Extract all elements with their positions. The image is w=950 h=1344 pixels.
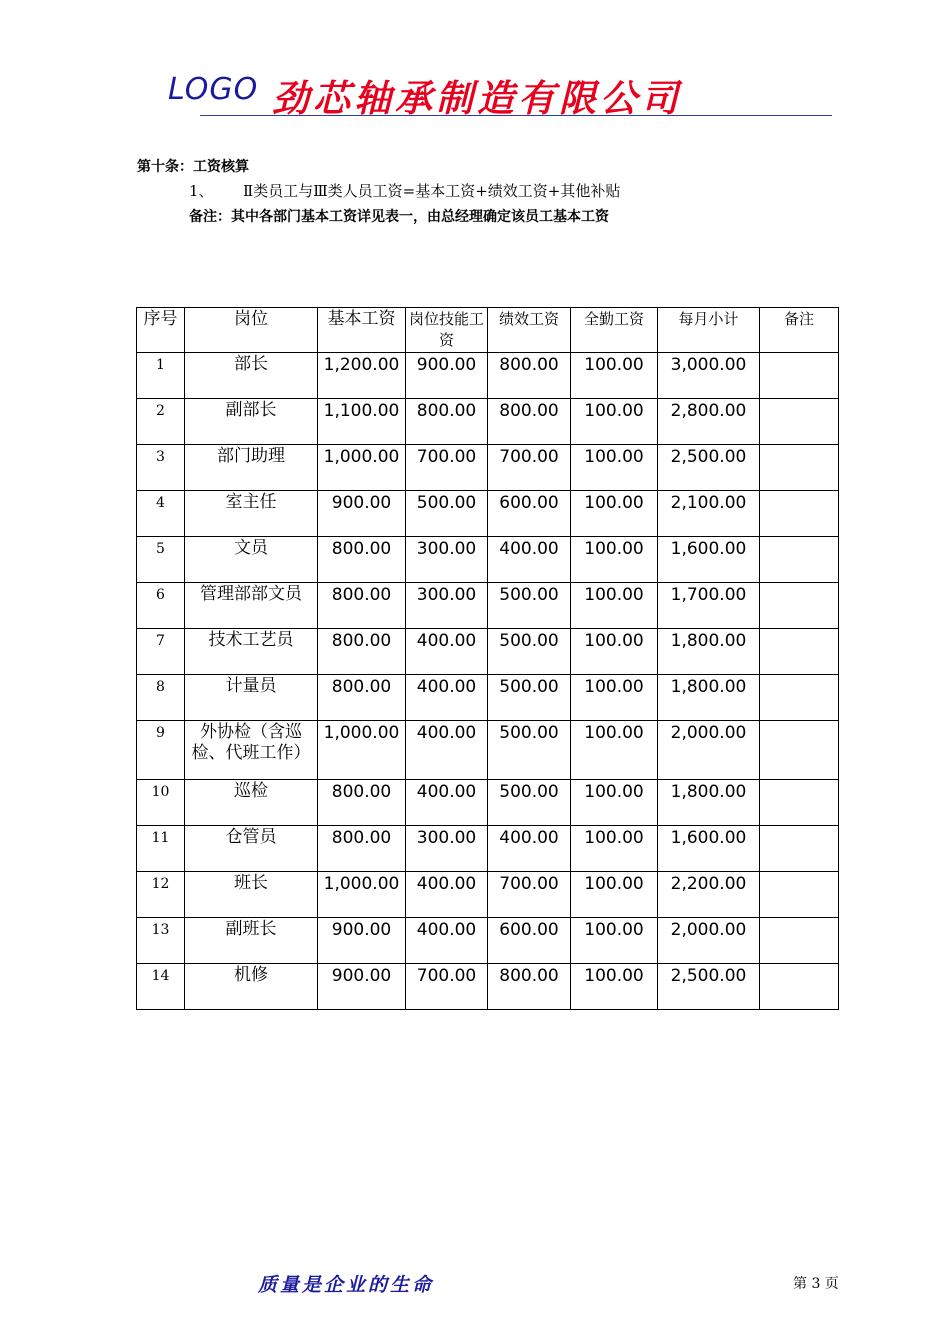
header-divider — [200, 115, 832, 116]
section-note: 备注：其中各部门基本工资详见表一，由总经理确定该员工基本工资 — [189, 209, 609, 225]
cell-perf: 500.00 — [488, 583, 571, 629]
table-row — [137, 872, 839, 918]
cell-no: 6 — [137, 583, 185, 629]
cell-no: 7 — [137, 629, 185, 675]
header-cell: 序号 — [137, 308, 185, 353]
cell-base: 800.00 — [318, 826, 406, 872]
cell-post: 部长 — [185, 353, 318, 399]
cell-perf: 400.00 — [488, 537, 571, 583]
cell-no: 8 — [137, 675, 185, 721]
cell-skill: 400.00 — [406, 918, 488, 964]
cell-remark — [760, 491, 839, 537]
cell-total: 1,800.00 — [658, 629, 760, 675]
table-row — [137, 445, 839, 491]
logo: LOGO — [168, 72, 259, 107]
table-row — [137, 537, 839, 583]
cell-skill: 400.00 — [406, 780, 488, 826]
cell-post: 室主任 — [185, 491, 318, 537]
company-name: 劲芯轴承制造有限公司 — [272, 77, 682, 120]
cell-attend: 100.00 — [571, 675, 658, 721]
formula-item — [189, 180, 620, 201]
cell-remark — [760, 721, 839, 780]
cell-attend: 100.00 — [571, 629, 658, 675]
cell-base: 1,000.00 — [318, 721, 406, 780]
cell-attend: 100.00 — [571, 964, 658, 1010]
cell-remark — [760, 537, 839, 583]
cell-total: 3,000.00 — [658, 353, 760, 399]
cell-post: 仓管员 — [185, 826, 318, 872]
table-header-row — [137, 308, 839, 353]
cell-total: 2,800.00 — [658, 399, 760, 445]
cell-attend: 100.00 — [571, 583, 658, 629]
header-cell: 岗位 — [185, 308, 318, 353]
page-number: 第 3 页 — [793, 1276, 839, 1292]
cell-skill: 400.00 — [406, 629, 488, 675]
table-row — [137, 491, 839, 537]
cell-base: 900.00 — [318, 964, 406, 1010]
item-text: Ⅱ类员工与Ⅲ类人员工资=基本工资+绩效工资+其他补贴 — [243, 182, 621, 200]
cell-total: 2,000.00 — [658, 721, 760, 780]
cell-no: 5 — [137, 537, 185, 583]
cell-base: 800.00 — [318, 780, 406, 826]
cell-base: 900.00 — [318, 491, 406, 537]
cell-base: 800.00 — [318, 583, 406, 629]
table-row — [137, 583, 839, 629]
header-cell: 基本工资 — [318, 308, 406, 353]
cell-base: 800.00 — [318, 537, 406, 583]
cell-post: 副班长 — [185, 918, 318, 964]
cell-no: 12 — [137, 872, 185, 918]
cell-remark — [760, 964, 839, 1010]
table-row — [137, 918, 839, 964]
cell-no: 9 — [137, 721, 185, 780]
table-row — [137, 964, 839, 1010]
cell-remark — [760, 675, 839, 721]
footer-slogan: 质量是企业的生命 — [258, 1274, 435, 1296]
page-header — [168, 66, 868, 120]
cell-total: 1,700.00 — [658, 583, 760, 629]
cell-post: 部门助理 — [185, 445, 318, 491]
cell-total: 2,500.00 — [658, 445, 760, 491]
cell-perf: 500.00 — [488, 721, 571, 780]
cell-attend: 100.00 — [571, 872, 658, 918]
cell-perf: 400.00 — [488, 826, 571, 872]
cell-remark — [760, 583, 839, 629]
header-cell: 绩效工资 — [488, 308, 571, 353]
cell-no: 10 — [137, 780, 185, 826]
cell-perf: 800.00 — [488, 353, 571, 399]
cell-total: 2,000.00 — [658, 918, 760, 964]
cell-total: 2,500.00 — [658, 964, 760, 1010]
table-row — [137, 675, 839, 721]
cell-no: 4 — [137, 491, 185, 537]
cell-base: 1,100.00 — [318, 399, 406, 445]
cell-skill: 400.00 — [406, 872, 488, 918]
table-row — [137, 826, 839, 872]
header-cell: 备注 — [760, 308, 839, 353]
cell-no: 14 — [137, 964, 185, 1010]
cell-remark — [760, 353, 839, 399]
table-row — [137, 399, 839, 445]
cell-attend: 100.00 — [571, 826, 658, 872]
cell-total: 1,800.00 — [658, 675, 760, 721]
item-number: 1、 — [189, 182, 214, 200]
cell-post: 副部长 — [185, 399, 318, 445]
cell-remark — [760, 918, 839, 964]
cell-no: 2 — [137, 399, 185, 445]
cell-skill: 400.00 — [406, 675, 488, 721]
cell-remark — [760, 399, 839, 445]
table-row — [137, 629, 839, 675]
cell-attend: 100.00 — [571, 537, 658, 583]
cell-attend: 100.00 — [571, 445, 658, 491]
cell-skill: 300.00 — [406, 537, 488, 583]
table-row — [137, 353, 839, 399]
cell-remark — [760, 872, 839, 918]
salary-table — [136, 307, 839, 1010]
cell-post: 文员 — [185, 537, 318, 583]
cell-total: 1,800.00 — [658, 780, 760, 826]
cell-skill: 700.00 — [406, 445, 488, 491]
cell-attend: 100.00 — [571, 399, 658, 445]
cell-attend: 100.00 — [571, 721, 658, 780]
cell-perf: 700.00 — [488, 445, 571, 491]
cell-skill: 900.00 — [406, 353, 488, 399]
cell-remark — [760, 445, 839, 491]
cell-perf: 600.00 — [488, 918, 571, 964]
cell-perf: 700.00 — [488, 872, 571, 918]
cell-base: 1,000.00 — [318, 872, 406, 918]
cell-perf: 500.00 — [488, 675, 571, 721]
cell-post: 管理部部文员 — [185, 583, 318, 629]
cell-skill: 400.00 — [406, 721, 488, 780]
cell-remark — [760, 780, 839, 826]
cell-perf: 600.00 — [488, 491, 571, 537]
cell-base: 1,200.00 — [318, 353, 406, 399]
cell-skill: 300.00 — [406, 826, 488, 872]
cell-post: 机修 — [185, 964, 318, 1010]
cell-attend: 100.00 — [571, 780, 658, 826]
cell-total: 1,600.00 — [658, 537, 760, 583]
cell-post: 班长 — [185, 872, 318, 918]
header-cell: 岗位技能工资 — [406, 308, 488, 353]
cell-attend: 100.00 — [571, 491, 658, 537]
cell-perf: 500.00 — [488, 780, 571, 826]
cell-post: 巡检 — [185, 780, 318, 826]
cell-remark — [760, 826, 839, 872]
cell-total: 2,100.00 — [658, 491, 760, 537]
table-row — [137, 780, 839, 826]
cell-skill: 300.00 — [406, 583, 488, 629]
cell-base: 800.00 — [318, 629, 406, 675]
cell-no: 3 — [137, 445, 185, 491]
cell-remark — [760, 629, 839, 675]
header-cell: 全勤工资 — [571, 308, 658, 353]
cell-base: 1,000.00 — [318, 445, 406, 491]
cell-no: 11 — [137, 826, 185, 872]
cell-base: 800.00 — [318, 675, 406, 721]
cell-total: 1,600.00 — [658, 826, 760, 872]
table-row — [137, 721, 839, 780]
cell-attend: 100.00 — [571, 353, 658, 399]
section-title: 第十条：工资核算 — [137, 159, 249, 175]
cell-post: 计量员 — [185, 675, 318, 721]
cell-post: 外协检（含巡检、代班工作） — [185, 721, 318, 780]
cell-attend: 100.00 — [571, 918, 658, 964]
cell-skill: 700.00 — [406, 964, 488, 1010]
cell-perf: 800.00 — [488, 399, 571, 445]
header-cell: 每月小计 — [658, 308, 760, 353]
cell-perf: 800.00 — [488, 964, 571, 1010]
cell-perf: 500.00 — [488, 629, 571, 675]
cell-base: 900.00 — [318, 918, 406, 964]
cell-total: 2,200.00 — [658, 872, 760, 918]
cell-no: 1 — [137, 353, 185, 399]
cell-post: 技术工艺员 — [185, 629, 318, 675]
cell-skill: 500.00 — [406, 491, 488, 537]
cell-skill: 800.00 — [406, 399, 488, 445]
cell-no: 13 — [137, 918, 185, 964]
